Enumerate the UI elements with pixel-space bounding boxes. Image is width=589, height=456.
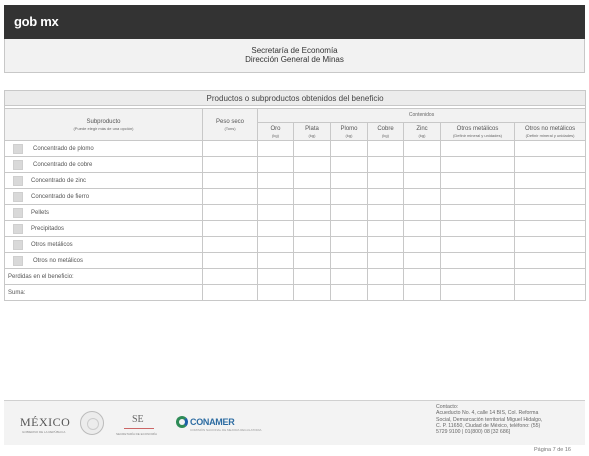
secretaria-label: Secretaría de Economía bbox=[251, 46, 338, 55]
mexico-logo: MÉXICO bbox=[20, 415, 71, 429]
input-cell[interactable] bbox=[441, 157, 515, 173]
subproduct-option[interactable] bbox=[5, 157, 203, 173]
input-cell[interactable] bbox=[258, 205, 294, 221]
column-label: Otros metálicos bbox=[456, 125, 499, 132]
mexico-logo-sub: GOBIERNO DE LA REPÚBLICA bbox=[22, 430, 66, 434]
input-cell[interactable] bbox=[368, 221, 404, 237]
input-cell[interactable] bbox=[203, 173, 258, 189]
input-cell[interactable] bbox=[441, 189, 515, 205]
subproduct-option[interactable] bbox=[5, 205, 203, 221]
input-cell[interactable] bbox=[294, 189, 331, 205]
input-cell[interactable] bbox=[368, 157, 404, 173]
table-row bbox=[5, 189, 586, 205]
perdidas-cell[interactable] bbox=[368, 269, 404, 285]
table-row bbox=[5, 173, 586, 189]
input-cell[interactable] bbox=[368, 253, 404, 269]
input-cell[interactable] bbox=[203, 189, 258, 205]
input-cell[interactable] bbox=[441, 221, 515, 237]
input-cell[interactable] bbox=[331, 189, 368, 205]
subproducts-table bbox=[4, 90, 586, 301]
suma-peso-cell[interactable] bbox=[203, 285, 258, 301]
input-cell[interactable] bbox=[258, 253, 294, 269]
input-cell[interactable] bbox=[258, 141, 294, 157]
column-label: Otros no metálicos bbox=[525, 125, 576, 132]
input-cell[interactable] bbox=[294, 237, 331, 253]
input-cell[interactable] bbox=[515, 141, 586, 157]
column-label: Oro bbox=[270, 125, 281, 132]
column-label: Zinc bbox=[416, 125, 428, 132]
input-cell[interactable] bbox=[258, 237, 294, 253]
suma-cell[interactable] bbox=[294, 285, 331, 301]
subproducto-header bbox=[5, 109, 203, 141]
input-cell[interactable] bbox=[331, 157, 368, 173]
subproduct-label: Precipitados bbox=[31, 225, 65, 232]
input-cell[interactable] bbox=[258, 189, 294, 205]
subproducto-note: (Puede elegir más de una opción) bbox=[73, 125, 134, 131]
input-cell[interactable] bbox=[294, 221, 331, 237]
subproduct-option[interactable] bbox=[5, 253, 203, 269]
checkbox[interactable] bbox=[13, 208, 23, 218]
column-header bbox=[515, 123, 586, 141]
se-logo-sub: SECRETARÍA DE ECONOMÍA bbox=[116, 432, 157, 436]
perdidas-label: Perdidas en el beneficio: bbox=[5, 269, 203, 285]
footer bbox=[4, 401, 585, 445]
input-cell[interactable] bbox=[441, 205, 515, 221]
contact-info bbox=[436, 404, 582, 435]
perdidas-cell[interactable] bbox=[294, 269, 331, 285]
input-cell[interactable] bbox=[203, 141, 258, 157]
checkbox[interactable] bbox=[13, 176, 23, 186]
column-unit: (kg) bbox=[272, 132, 279, 138]
input-cell[interactable] bbox=[203, 157, 258, 173]
column-unit: (kg) bbox=[308, 132, 316, 138]
conamer-logo: CONAMER bbox=[190, 417, 235, 427]
conamer-logo-sub: COMISIÓN NACIONAL DE MEJORA REGULATORIA bbox=[190, 428, 262, 432]
column-label: Plata bbox=[305, 125, 319, 132]
input-cell[interactable] bbox=[258, 221, 294, 237]
input-cell[interactable] bbox=[331, 173, 368, 189]
column-header bbox=[294, 123, 331, 141]
subproducto-label: Subproducto bbox=[86, 118, 121, 125]
input-cell[interactable] bbox=[515, 205, 586, 221]
column-unit: (Definir mineral y unidades) bbox=[525, 132, 575, 138]
checkbox[interactable] bbox=[13, 240, 23, 250]
column-label: Cobre bbox=[377, 125, 394, 132]
input-cell[interactable] bbox=[515, 221, 586, 237]
checkbox[interactable] bbox=[13, 224, 23, 234]
input-cell[interactable] bbox=[294, 157, 331, 173]
page-number: Página 7 de 16 bbox=[533, 447, 571, 453]
contact-line: Social, Demarcación territorial Miguel Hidalgo, bbox=[436, 416, 543, 423]
checkbox[interactable] bbox=[13, 144, 23, 154]
subproduct-label: Concentrado de cobre bbox=[33, 161, 93, 168]
subproduct-option[interactable] bbox=[5, 173, 203, 189]
column-unit: (kg) bbox=[345, 132, 353, 138]
input-cell[interactable] bbox=[331, 141, 368, 157]
contact-line: 5729 9100 | 01(800) 08 [32 686] bbox=[436, 429, 511, 436]
subproduct-label: Pellets bbox=[31, 209, 50, 216]
subproduct-label: Concentrado de fierro bbox=[31, 193, 90, 200]
table-row bbox=[5, 205, 586, 221]
column-header bbox=[331, 123, 368, 141]
subproduct-option[interactable] bbox=[5, 141, 203, 157]
column-unit: (kg) bbox=[418, 132, 426, 138]
input-cell[interactable] bbox=[368, 141, 404, 157]
peso-header bbox=[203, 109, 258, 141]
input-cell[interactable] bbox=[294, 253, 331, 269]
peso-unit: (Tons) bbox=[224, 125, 236, 131]
subproduct-option[interactable] bbox=[5, 189, 203, 205]
document-header bbox=[4, 39, 585, 73]
column-label: Plomo bbox=[340, 125, 358, 132]
contact-title: Contacto: bbox=[436, 404, 459, 410]
input-cell[interactable] bbox=[404, 205, 441, 221]
perdidas-cell[interactable] bbox=[258, 269, 294, 285]
perdidas-cell[interactable] bbox=[441, 269, 515, 285]
input-cell[interactable] bbox=[203, 253, 258, 269]
checkbox[interactable] bbox=[13, 160, 23, 170]
input-cell[interactable] bbox=[331, 253, 368, 269]
subproduct-option[interactable] bbox=[5, 237, 203, 253]
perdidas-peso-cell[interactable] bbox=[203, 269, 258, 285]
input-cell[interactable] bbox=[258, 173, 294, 189]
input-cell[interactable] bbox=[515, 237, 586, 253]
se-logo: SE bbox=[132, 414, 144, 425]
table-row bbox=[5, 157, 586, 173]
input-cell[interactable] bbox=[441, 173, 515, 189]
column-header bbox=[368, 123, 404, 141]
input-cell[interactable] bbox=[441, 253, 515, 269]
contact-line: Acueducto No. 4, calle 14 BIS, Col. Reforma bbox=[436, 410, 539, 417]
perdidas-cell[interactable] bbox=[515, 269, 586, 285]
subproduct-option[interactable] bbox=[5, 221, 203, 237]
perdidas-cell[interactable] bbox=[404, 269, 441, 285]
top-bar bbox=[4, 5, 585, 39]
peso-label: Peso seco bbox=[215, 118, 245, 125]
checkbox[interactable] bbox=[13, 192, 23, 202]
table-row bbox=[5, 221, 586, 237]
input-cell[interactable] bbox=[294, 173, 331, 189]
column-header bbox=[404, 123, 441, 141]
input-cell[interactable] bbox=[203, 221, 258, 237]
input-cell[interactable] bbox=[441, 141, 515, 157]
subproduct-label: Concentrado de plomo bbox=[33, 145, 94, 152]
contenidos-header: Contenidos bbox=[258, 109, 586, 123]
input-cell[interactable] bbox=[203, 205, 258, 221]
column-header bbox=[258, 123, 294, 141]
input-cell[interactable] bbox=[331, 237, 368, 253]
subproduct-label: Otros no metálicos bbox=[33, 257, 84, 264]
input-cell[interactable] bbox=[515, 173, 586, 189]
suma-label: Suma: bbox=[5, 285, 203, 301]
column-unit: (kg) bbox=[382, 132, 389, 138]
gobmx-logo[interactable]: gob mx bbox=[14, 14, 59, 29]
input-cell[interactable] bbox=[404, 189, 441, 205]
input-cell[interactable] bbox=[404, 237, 441, 253]
input-cell[interactable] bbox=[404, 253, 441, 269]
table-title: Productos o subproductos obtenidos del beneficio bbox=[5, 91, 586, 106]
national-seal-icon bbox=[80, 411, 104, 435]
subproduct-label: Otros metálicos bbox=[31, 241, 73, 248]
input-cell[interactable] bbox=[515, 157, 586, 173]
input-cell[interactable] bbox=[258, 157, 294, 173]
checkbox[interactable] bbox=[13, 256, 23, 266]
suma-cell[interactable] bbox=[258, 285, 294, 301]
se-logo-underline bbox=[124, 428, 154, 429]
suma-cell[interactable] bbox=[515, 285, 586, 301]
input-cell[interactable] bbox=[294, 141, 331, 157]
suma-cell[interactable] bbox=[331, 285, 368, 301]
input-cell[interactable] bbox=[404, 221, 441, 237]
column-header bbox=[441, 123, 515, 141]
table-row bbox=[5, 253, 586, 269]
subproduct-label: Concentrado de zinc bbox=[31, 177, 87, 184]
suma-cell[interactable] bbox=[404, 285, 441, 301]
input-cell[interactable] bbox=[515, 189, 586, 205]
input-cell[interactable] bbox=[404, 141, 441, 157]
input-cell[interactable] bbox=[294, 205, 331, 221]
input-cell[interactable] bbox=[404, 173, 441, 189]
suma-cell[interactable] bbox=[441, 285, 515, 301]
input-cell[interactable] bbox=[368, 205, 404, 221]
conamer-icon bbox=[176, 416, 188, 428]
input-cell[interactable] bbox=[515, 253, 586, 269]
input-cell[interactable] bbox=[331, 205, 368, 221]
suma-cell[interactable] bbox=[368, 285, 404, 301]
contact-line: C. P. 11650, Ciudad de México, teléfono: (55) bbox=[436, 422, 541, 429]
input-cell[interactable] bbox=[368, 173, 404, 189]
input-cell[interactable] bbox=[368, 237, 404, 253]
table-row bbox=[5, 141, 586, 157]
column-unit: (Definir mineral y unidades) bbox=[453, 132, 502, 138]
input-cell[interactable] bbox=[441, 237, 515, 253]
perdidas-cell[interactable] bbox=[331, 269, 368, 285]
table-row bbox=[5, 237, 586, 253]
direccion-label: Dirección General de Minas bbox=[245, 55, 344, 64]
input-cell[interactable] bbox=[331, 221, 368, 237]
input-cell[interactable] bbox=[203, 237, 258, 253]
input-cell[interactable] bbox=[404, 157, 441, 173]
input-cell[interactable] bbox=[368, 189, 404, 205]
